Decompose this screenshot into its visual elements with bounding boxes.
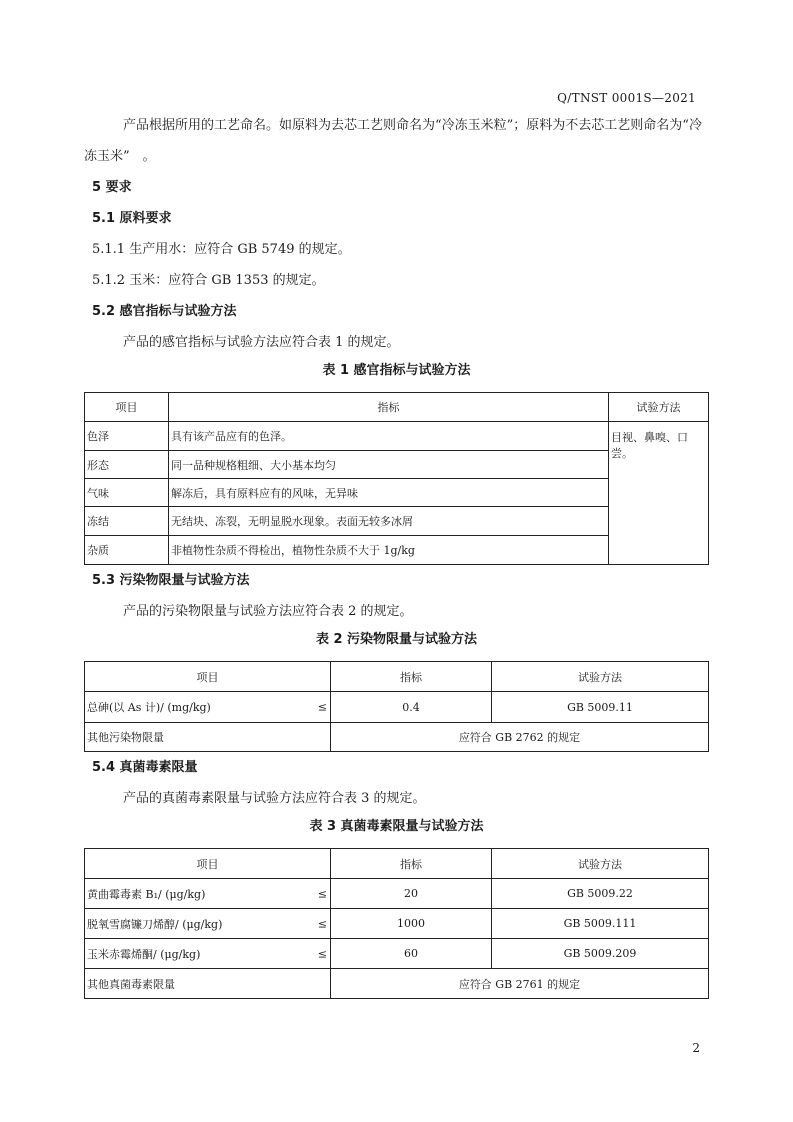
table-1-indicator: 解冻后，具有原料应有的风味，无异味 xyxy=(169,479,609,507)
table-2-item-text: 总砷(以 As 计)/ (mg/kg) xyxy=(87,701,211,714)
sensory-table xyxy=(84,392,709,565)
table-row xyxy=(85,422,709,451)
table-1-item: 形态 xyxy=(85,451,169,479)
table-1-indicator: 无结块、冻裂，无明显脱水现象。表面无较多冰屑 xyxy=(169,507,609,536)
less-equal-sign: ≤ xyxy=(317,917,327,930)
table-1-header-item: 项目 xyxy=(85,393,169,422)
clause-5-1-1: 5.1.1 生产用水：应符合 GB 5749 的规定。 xyxy=(92,242,351,257)
table-3-item-text: 玉米赤霉烯酮/ (μg/kg) xyxy=(87,947,201,961)
clause-5-1-2: 5.1.2 玉米：应符合 GB 1353 的规定。 xyxy=(92,273,325,288)
table-2-header-indicator: 指标 xyxy=(331,662,492,692)
page-number: 2 xyxy=(692,1041,700,1055)
table-3-method: GB 5009.111 xyxy=(492,909,709,939)
table-1-title: 表 1 感官指标与试验方法 xyxy=(322,363,471,378)
page-content xyxy=(84,110,709,999)
table-3-other-item: 其他真菌毒素限量 xyxy=(85,969,331,999)
table-row xyxy=(85,692,709,723)
table-row xyxy=(85,939,709,969)
table-1-header-indicator: 指标 xyxy=(169,393,609,422)
table-1-method: 目视、鼻嗅、口尝。 xyxy=(609,422,709,565)
table-3-header-item: 项目 xyxy=(85,849,331,879)
table-1-item: 冻结 xyxy=(85,507,169,536)
less-equal-sign: ≤ xyxy=(317,947,327,960)
table-1-item: 杂质 xyxy=(85,536,169,565)
table-3-value: 20 xyxy=(331,879,492,909)
table-3-header-indicator: 指标 xyxy=(331,849,492,879)
table-3-item-text: 脱氧雪腐镰刀烯醇/ (μg/kg) xyxy=(87,917,223,931)
table-1-item: 色泽 xyxy=(85,422,169,451)
section-5-4-heading: 5.4 真菌毒素限量 xyxy=(92,760,198,775)
table-3-value: 60 xyxy=(331,939,492,969)
less-equal-sign: ≤ xyxy=(317,700,327,714)
table-1-header-method: 试验方法 xyxy=(609,393,709,422)
table-2-header-item: 项目 xyxy=(85,662,331,692)
document-code: Q/TNST 0001S—2021 xyxy=(557,91,696,105)
table-3-item-text: 黄曲霉毒素 B₁/ (μg/kg) xyxy=(87,887,206,901)
table-3-other-text: 应符合 GB 2761 的规定 xyxy=(331,969,709,999)
contaminant-table xyxy=(84,661,709,752)
section-5-1-heading: 5.1 原料要求 xyxy=(92,211,172,226)
naming-paragraph: 产品根据所用的工艺命名。如原料为去芯工艺则命名为“冷冻玉米粒”；原料为不去芯工艺则命名为“冷冻玉米” 。 xyxy=(84,118,702,164)
table-1-indicator: 具有该产品应有的色泽。 xyxy=(169,422,609,451)
table-3-method: GB 5009.209 xyxy=(492,939,709,969)
section-5-3-heading: 5.3 污染物限量与试验方法 xyxy=(92,573,250,588)
section-5-heading: 5 要求 xyxy=(92,180,132,195)
less-equal-sign: ≤ xyxy=(317,887,327,900)
section-5-2-heading: 5.2 感官指标与试验方法 xyxy=(92,304,237,319)
table-row xyxy=(85,879,709,909)
table-3-value: 1000 xyxy=(331,909,492,939)
table-2-item xyxy=(85,692,331,723)
table-1-intro: 产品的感官指标与试验方法应符合表 1 的规定。 xyxy=(123,335,400,350)
table-3-header-method: 试验方法 xyxy=(492,849,709,879)
table-2-intro: 产品的污染物限量与试验方法应符合表 2 的规定。 xyxy=(123,604,413,619)
table-3-item xyxy=(85,879,331,909)
table-2-other-text: 应符合 GB 2762 的规定 xyxy=(331,723,709,752)
table-row xyxy=(85,909,709,939)
table-3-item xyxy=(85,909,331,939)
table-2-other-item: 其他污染物限量 xyxy=(85,723,331,752)
table-2-method: GB 5009.11 xyxy=(492,692,709,723)
table-2-title: 表 2 污染物限量与试验方法 xyxy=(315,632,478,647)
table-row xyxy=(85,969,709,999)
table-row xyxy=(85,723,709,752)
table-1-item: 气味 xyxy=(85,479,169,507)
table-3-title: 表 3 真菌毒素限量与试验方法 xyxy=(309,819,484,834)
mycotoxin-table xyxy=(84,848,709,999)
table-3-method: GB 5009.22 xyxy=(492,879,709,909)
table-2-header-method: 试验方法 xyxy=(492,662,709,692)
table-1-indicator: 非植物性杂质不得检出，植物性杂质不大于 1g/kg xyxy=(169,536,609,565)
table-3-item xyxy=(85,939,331,969)
table-3-intro: 产品的真菌毒素限量与试验方法应符合表 3 的规定。 xyxy=(123,791,426,806)
table-1-indicator: 同一品种规格粗细、大小基本均匀 xyxy=(169,451,609,479)
table-2-value: 0.4 xyxy=(331,692,492,723)
